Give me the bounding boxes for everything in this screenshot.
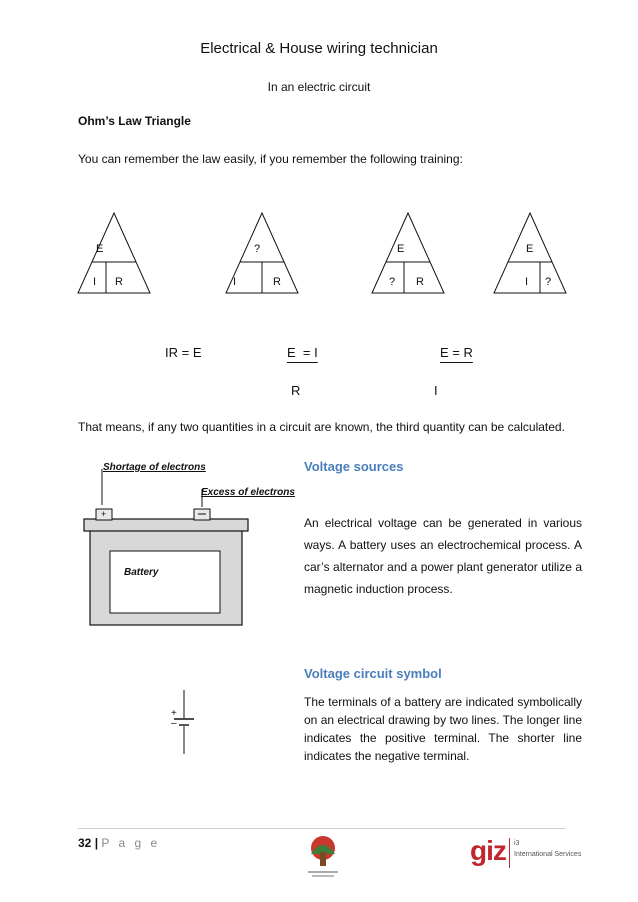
triangle-1-right: R [115,276,123,288]
page-header-title: Electrical & House wiring technician [200,40,438,57]
triangle-3-right: R [416,276,424,288]
triangle-2 [226,213,298,293]
voltage-circuit-symbol-body: The terminals of a battery are indicated symbolically on an electrical drawing by two lines. The longer line indicates the positive terminal. The shorter line indicates the negative terminal. [304,695,582,763]
page-number: 32 [78,836,92,850]
equation-ir-e: IR = E [165,345,202,360]
section-title: Ohm’s Law Triangle [78,114,191,128]
label-battery: Battery [124,567,159,578]
label-excess-of-electrons: Excess of electrons [201,487,295,498]
triangle-2-left: I [233,276,237,288]
voltage-circuit-symbol-title: Voltage circuit symbol [304,666,442,681]
voltage-sources-body: An electrical voltage can be generated in various ways. A battery uses an electrochemical process. A car’s alternator and a power plant generator utilize a magnetic induction process. [304,516,582,596]
battery-figure [80,455,280,635]
giz-logo: giz [470,835,506,866]
equation-e-over-i-numerator: E = R [440,345,473,360]
triangle-4-left: I [525,276,529,288]
page-separator: | [94,836,99,850]
equation-e-over-r-denominator: R [291,383,301,398]
emblem-logo [300,832,346,882]
triangle-2-right: R [273,276,281,288]
page-word: P a g e [101,836,161,850]
page-header-subtitle: In an electric circuit [267,80,371,94]
label-shortage-of-electrons: Shortage of electrons [103,462,206,473]
triangle-3 [372,213,444,293]
battery-plus-sign: + [101,509,107,519]
symbol-minus-sign: – [171,718,177,729]
triangle-3-left: ? [389,276,396,288]
intro-text: You can remember the law easily, if you remember the following training: [78,152,463,166]
giz-logo-mark: i3 [514,840,520,847]
triangle-1 [78,213,150,293]
triangle-1-top: E [96,243,104,255]
triangle-1-left: I [93,276,97,288]
triangle-4-top: E [526,243,534,255]
equation-e-over-i-denominator: I [434,383,438,398]
footer-divider [78,828,566,829]
giz-logo-caption: International Services [514,851,582,858]
triangle-3-top: E [397,243,405,255]
equation-e-over-r-numerator: E = I [287,345,318,360]
footer-page-number [78,836,160,850]
battery-symbol-icon [160,688,210,758]
summary-text: That means, if any two quantities in a circuit are known, the third quantity can be calculated. [78,420,565,434]
symbol-plus-sign: + [171,708,177,719]
triangle-4-right: ? [545,276,552,288]
giz-logo-divider [509,838,510,868]
triangle-2-top: ? [254,243,261,255]
ohms-triangles-figure [0,0,638,320]
voltage-sources-title: Voltage sources [304,459,404,474]
